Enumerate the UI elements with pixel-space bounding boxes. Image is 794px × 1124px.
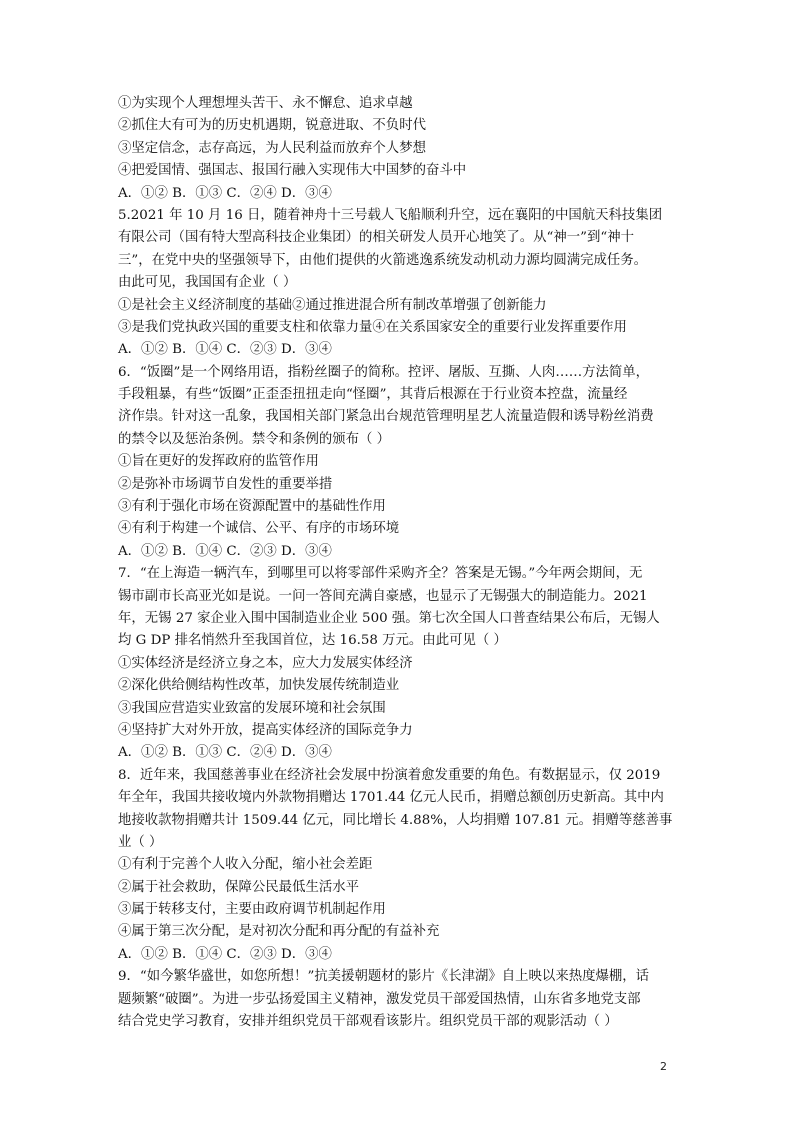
document-body	[118, 93, 678, 1033]
text-line: 6．“饭圈”是一个网络用语，指粉丝圈子的简称。控评、屠版、互撕、人肉……方法简单，	[118, 364, 650, 380]
text-line: ④把爱国情、强国志、报国行融入实现伟大中国梦的奋斗中	[118, 163, 467, 179]
text-line: 由此可见，我国国有企业（ ）	[118, 275, 297, 291]
text-line: ①为实现个人理想埋头苦干、永不懈怠、追求卓越	[118, 96, 413, 111]
text-line: A．①② B．①③ C．②④ D．③④	[118, 185, 332, 201]
text-line: ③坚定信念，志存高远，为人民利益而放弃个人梦想	[118, 140, 426, 156]
text-line: ②深化供给侧结构性改革，加快发展传统制造业	[118, 678, 400, 694]
text-line: A．①② B．①④ C．②③ D．③④	[118, 342, 332, 358]
text-line: 5.2021 年 10 月 16 日，随着神舟十三号载人飞船顺利升空，远在襄阳的中国航天科技集团	[118, 207, 663, 223]
text-line: 手段粗暴，有些“饭圈”正歪歪扭扭走向“怪圈”，其背后根源在于行业资本控盘，流量经	[118, 387, 628, 403]
text-line: 的禁令以及惩治条例。禁令和条例的颁布（ ）	[118, 431, 391, 447]
text-line: A．①② B．①④ C．②③ D．③④	[118, 543, 332, 559]
text-line: A．①② B．①④ C．②③ D．③④	[118, 946, 332, 962]
text-line: ③有利于强化市场在资源配置中的基础性作用	[118, 499, 386, 515]
page-number: 2	[660, 1060, 667, 1073]
text-line: 年全年，我国共接收境内外款物捐赠达 1701.44 亿元人民币，捐赠总额创历史新高。其中内	[118, 790, 664, 806]
text-line: ②是弥补市场调节自发性的重要举措	[118, 476, 333, 492]
text-line: 8．近年来，我国慈善事业在经济社会发展中扮演着愈发重要的角色。有数据显示，仅 2019	[118, 767, 661, 783]
text-line: ①旨在更好的发挥政府的监管作用	[118, 454, 319, 470]
text-line: ③属于转移支付，主要由政府调节机制起作用	[118, 902, 386, 918]
text-line: 9．“如今繁华盛世，如您所想！”抗美援朝题材的影片《长津湖》自上映以来热度爆棚，话	[118, 969, 650, 985]
text-line: 7．“在上海造一辆汽车，到哪里可以将零部件采购齐全？答案是无锡。”今年两会期间，无	[118, 566, 643, 582]
text-line: ①是社会主义经济制度的基础②通过推进混合所有制改革增强了创新能力	[118, 297, 547, 313]
text-line: 年，无锡 27 家企业入围中国制造业企业 500 强。第七次全国人口普查结果公布后，无锡人	[118, 610, 660, 626]
text-line: 题频繁“破圈”。为进一步弘扬爱国主义精神，激发党员干部爱国热情，山东省多地党支部	[118, 991, 641, 1007]
text-line: 锡市副市长高亚光如是说。一问一答间充满自豪感，也显示了无锡强大的制造能力。2021	[118, 588, 648, 604]
text-line: ①有利于完善个人收入分配，缩小社会差距	[118, 857, 373, 873]
text-line: 业（ ）	[118, 834, 163, 850]
text-line: ④坚持扩大对外开放，提高实体经济的国际竞争力	[118, 722, 413, 738]
text-line: ②属于社会救助，保障公民最低生活水平	[118, 879, 360, 895]
text-line: 有限公司（国有特大型高科技企业集团）的相关研发人员开心地笑了。从“神一”到“神十	[118, 230, 634, 246]
text-line: ①实体经济是经济立身之本，应大力发展实体经济	[118, 655, 413, 671]
text-line: 结合党史学习教育，安排并组织党员干部观看该影片。组织党员干部的观影活动（ ）	[118, 1014, 618, 1030]
text-line: ②抓住大有可为的历史机遇期，锐意进取、不负时代	[118, 118, 426, 134]
text-line: 三”，在党中央的坚强领导下，由他们提供的火箭逃逸系统发动机动力源均圆满完成任务。	[118, 252, 648, 268]
text-line: 地接收款物捐赠共计 1509.44 亿元，同比增长 4.88%，人均捐赠 107.81 元。捐赠等慈善事	[118, 812, 673, 828]
text-line: ③我国应营造实业致富的发展环境和社会氛围	[118, 700, 386, 716]
text-line: 济作祟。针对这一乱象，我国相关部门紧急出台规范管理明星艺人流量造假和诱导粉丝消费	[118, 409, 654, 425]
text-line: 均 G DP 排名悄然升至我国首位，达 16.58 万元。由此可见（ ）	[118, 633, 507, 649]
text-line: ③是我们党执政兴国的重要支柱和依靠力量④在关系国家安全的重要行业发挥重要作用	[118, 319, 627, 335]
text-line: A．①② B．①③ C．②④ D．③④	[118, 745, 332, 761]
text-line: ④有利于构建一个诚信、公平、有序的市场环境	[118, 521, 400, 537]
text-line: ④属于第三次分配，是对初次分配和再分配的有益补充	[118, 924, 440, 940]
